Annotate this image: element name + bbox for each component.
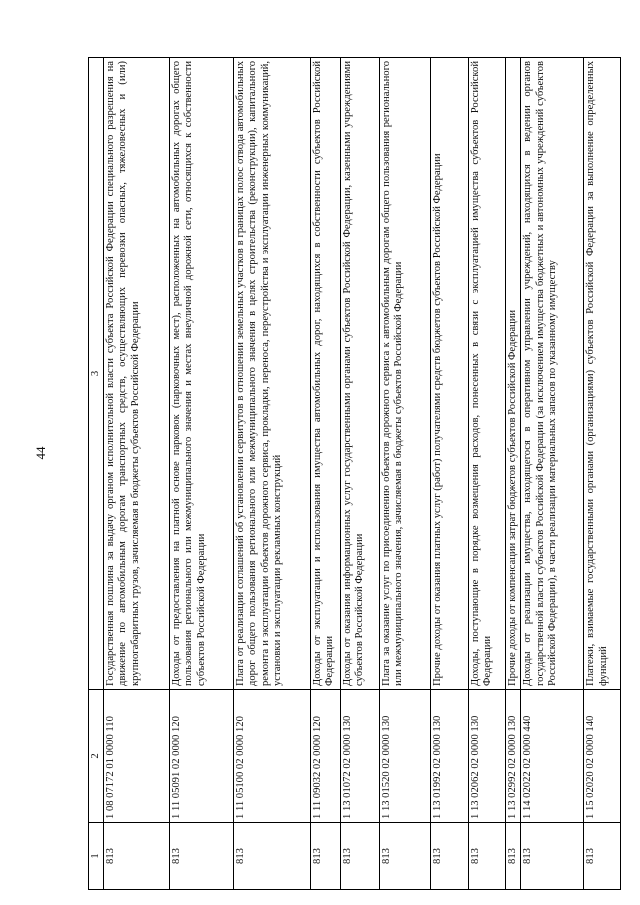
budget-code-cell: 1 13 01072 02 0000 130 [341,690,380,823]
admin-code-cell: 813 [521,823,584,890]
budget-code-cell: 1 11 05100 02 0000 120 [234,690,311,823]
budget-code-cell: 1 11 09032 02 0000 120 [311,690,341,823]
admin-code-cell: 813 [341,823,380,890]
table-row [234,58,311,890]
table-row [341,58,380,890]
table-row [469,58,506,890]
revenue-name-cell: Доходы от эксплуатации и использования имущества автомобильных дорог, находящихся в собственности субъектов Российской Федерации [311,58,341,690]
header-col-2: 2 [89,690,104,823]
revenue-name-cell: Доходы от предоставления на платной основе парковок (парковочных мест), расположенных на автомобильных дорогах общего пользования регионального или межмуниципального значения и местах внеуличной дорожной сети, относящихся к собственности субъектов Российской Федерации [170,58,234,690]
page-number: 44 [33,446,48,460]
budget-code-cell: 1 11 05091 02 0000 120 [170,690,234,823]
table-row [584,58,621,890]
admin-code-cell: 813 [380,823,431,890]
budget-code-cell: 1 13 01520 02 0000 130 [380,690,431,823]
budget-code-cell: 1 13 02992 02 0000 130 [506,690,521,823]
admin-code-cell: 813 [311,823,341,890]
budget-code-cell: 1 08 07172 01 0000 110 [104,690,170,823]
revenue-name-cell: Прочие доходы от оказания платных услуг (работ) получателями средств бюджетов субъектов Российской Федерации [431,58,469,690]
budget-code-cell: 1 13 02062 02 0000 130 [469,690,506,823]
admin-code-cell: 813 [469,823,506,890]
budget-code-cell: 1 14 02022 02 0000 440 [521,690,584,823]
table-row [311,58,341,890]
revenue-name-cell: Плата от реализации соглашений об установлении сервитутов в отношении земельных участков в границах полос отвода автомобильных дорог общего пользования регионального или межмуниципального значения в целях строительства (реконструкции), капитального ремонта и эксплуатации объектов дорожного сервиса, прокладки, переноса, переустройства и эксплуатации инженерных коммуникаций, установки и эксплуатации рекламных конструкций [234,58,311,690]
table-row [521,58,584,890]
budget-code-cell: 1 13 01992 02 0000 130 [431,690,469,823]
admin-code-cell: 813 [584,823,621,890]
revenue-table [88,57,621,890]
revenue-name-cell: Прочие доходы от компенсации затрат бюджетов субъектов Российской Федерации [506,58,521,690]
revenue-name-cell: Доходы от оказания информационных услуг государственными органами субъектов Российской Федерации, казенными учреждениями субъектов Российской Федерации [341,58,380,690]
revenue-name-cell: Государственная пошлина за выдачу органом исполнительной власти субъекта Российской Федерации специального разрешения на движение по автомобильным дорогам транспортных средств, осуществляющих перевозки опасных, тяжеловесных и (или) крупногабаритных грузов, зачисляемая в бюджеты субъектов Российской Федерации [104,58,170,690]
table-row [104,58,170,890]
revenue-name-cell: Доходы от реализации имущества, находящегося в оперативном управлении учреждений, находящихся в ведении органов государственной власти субъектов Российской Федерации (за исключением имущества бюджетных и автономных учреждений субъектов Российской Федерации), в части реализации материальных запасов по указанному имуществу [521,58,584,690]
admin-code-cell: 813 [170,823,234,890]
admin-code-cell: 813 [104,823,170,890]
admin-code-cell: 813 [506,823,521,890]
revenue-name-cell: Платежи, взимаемые государственными органами (организациями) субъектов Российской Федерации за выполнение определенных функций [584,58,621,690]
table-row [506,58,521,890]
admin-code-cell: 813 [234,823,311,890]
revenue-name-cell: Плата за оказание услуг по присоединению объектов дорожного сервиса к автомобильным дорогам общего пользования регионального или межмуниципального значения, зачисляемая в бюджеты субъектов Российской Федерации [380,58,431,690]
table-row [380,58,431,890]
table-row [431,58,469,890]
header-col-3: 3 [89,58,104,690]
revenue-table-container [88,58,609,890]
admin-code-cell: 813 [431,823,469,890]
revenue-name-cell: Доходы, поступающие в порядке возмещения расходов, понесенных в связи с эксплуатацией имущества субъектов Российской Федерации [469,58,506,690]
budget-code-cell: 1 15 02020 02 0000 140 [584,690,621,823]
header-col-1: 1 [89,823,104,890]
table-row [170,58,234,890]
table-header-row [89,58,104,890]
